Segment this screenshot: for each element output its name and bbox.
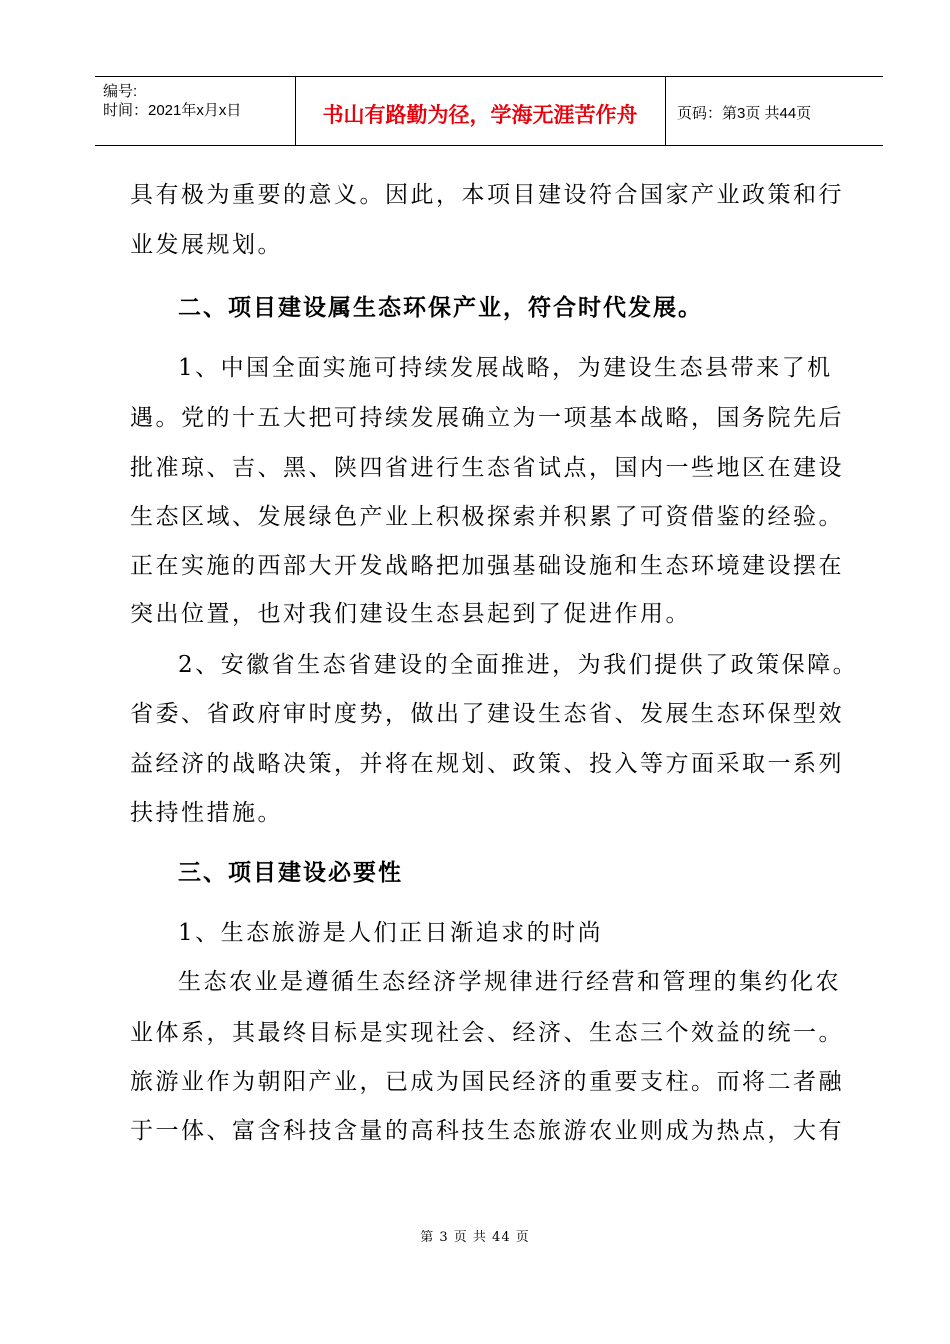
document-time: 时间：2021年x月x日 [103, 102, 242, 119]
header-page-cell [665, 77, 883, 145]
header-page-code: 页码：第3页 共44页 [677, 105, 812, 122]
body-line: 具有极为重要的意义。因此，本项目建设符合国家产业政策和行 [130, 182, 844, 208]
body-line: 批准琼、吉、黑、陕四省进行生态省试点，国内一些地区在建设 [130, 455, 844, 481]
body-line: 业发展规划。 [130, 232, 283, 258]
page-footer: 第 3 页 共 44 页 [420, 1230, 530, 1245]
body-line: 2、安徽省生态省建设的全面推进，为我们提供了政策保障。 [178, 652, 859, 678]
body-line: 1、中国全面实施可持续发展战略，为建设生态县带来了机 [178, 355, 833, 381]
body-line: 遇。党的十五大把可持续发展确立为一项基本战略，国务院先后 [130, 405, 844, 431]
body-line: 于一体、富含科技含量的高科技生态旅游农业则成为热点，大有 [130, 1118, 844, 1144]
header-info-cell [95, 77, 296, 145]
header-motto-cell [295, 77, 666, 145]
body-line: 生态区域、发展绿色产业上积极探索并积累了可资借鉴的经验。 [130, 504, 844, 530]
page-header [95, 76, 883, 146]
body-line: 省委、省政府审时度势，做出了建设生态省、发展生态环保型效 [130, 701, 844, 727]
body-line: 旅游业作为朝阳产业，已成为国民经济的重要支柱。而将二者融 [130, 1069, 844, 1095]
body-line: 突出位置，也对我们建设生态县起到了促进作用。 [130, 601, 691, 627]
document-number: 编号: [103, 83, 138, 100]
header-motto: 书山有路勤为径，学海无涯苦作舟 [322, 103, 638, 127]
section-heading-3: 三、项目建设必要性 [178, 860, 403, 886]
body-line: 业体系，其最终目标是实现社会、经济、生态三个效益的统一。 [130, 1020, 844, 1046]
body-line: 生态农业是遵循生态经济学规律进行经营和管理的集约化农 [178, 969, 841, 995]
body-line: 益经济的战略决策，并将在规划、政策、投入等方面采取一系列 [130, 751, 844, 777]
section-heading-2: 二、项目建设属生态环保产业，符合时代发展。 [178, 295, 703, 321]
body-line: 扶持性措施。 [130, 800, 283, 826]
subsection-heading: 1、生态旅游是人们正日渐追求的时尚 [178, 920, 604, 946]
body-line: 正在实施的西部大开发战略把加强基础设施和生态环境建设摆在 [130, 553, 844, 579]
